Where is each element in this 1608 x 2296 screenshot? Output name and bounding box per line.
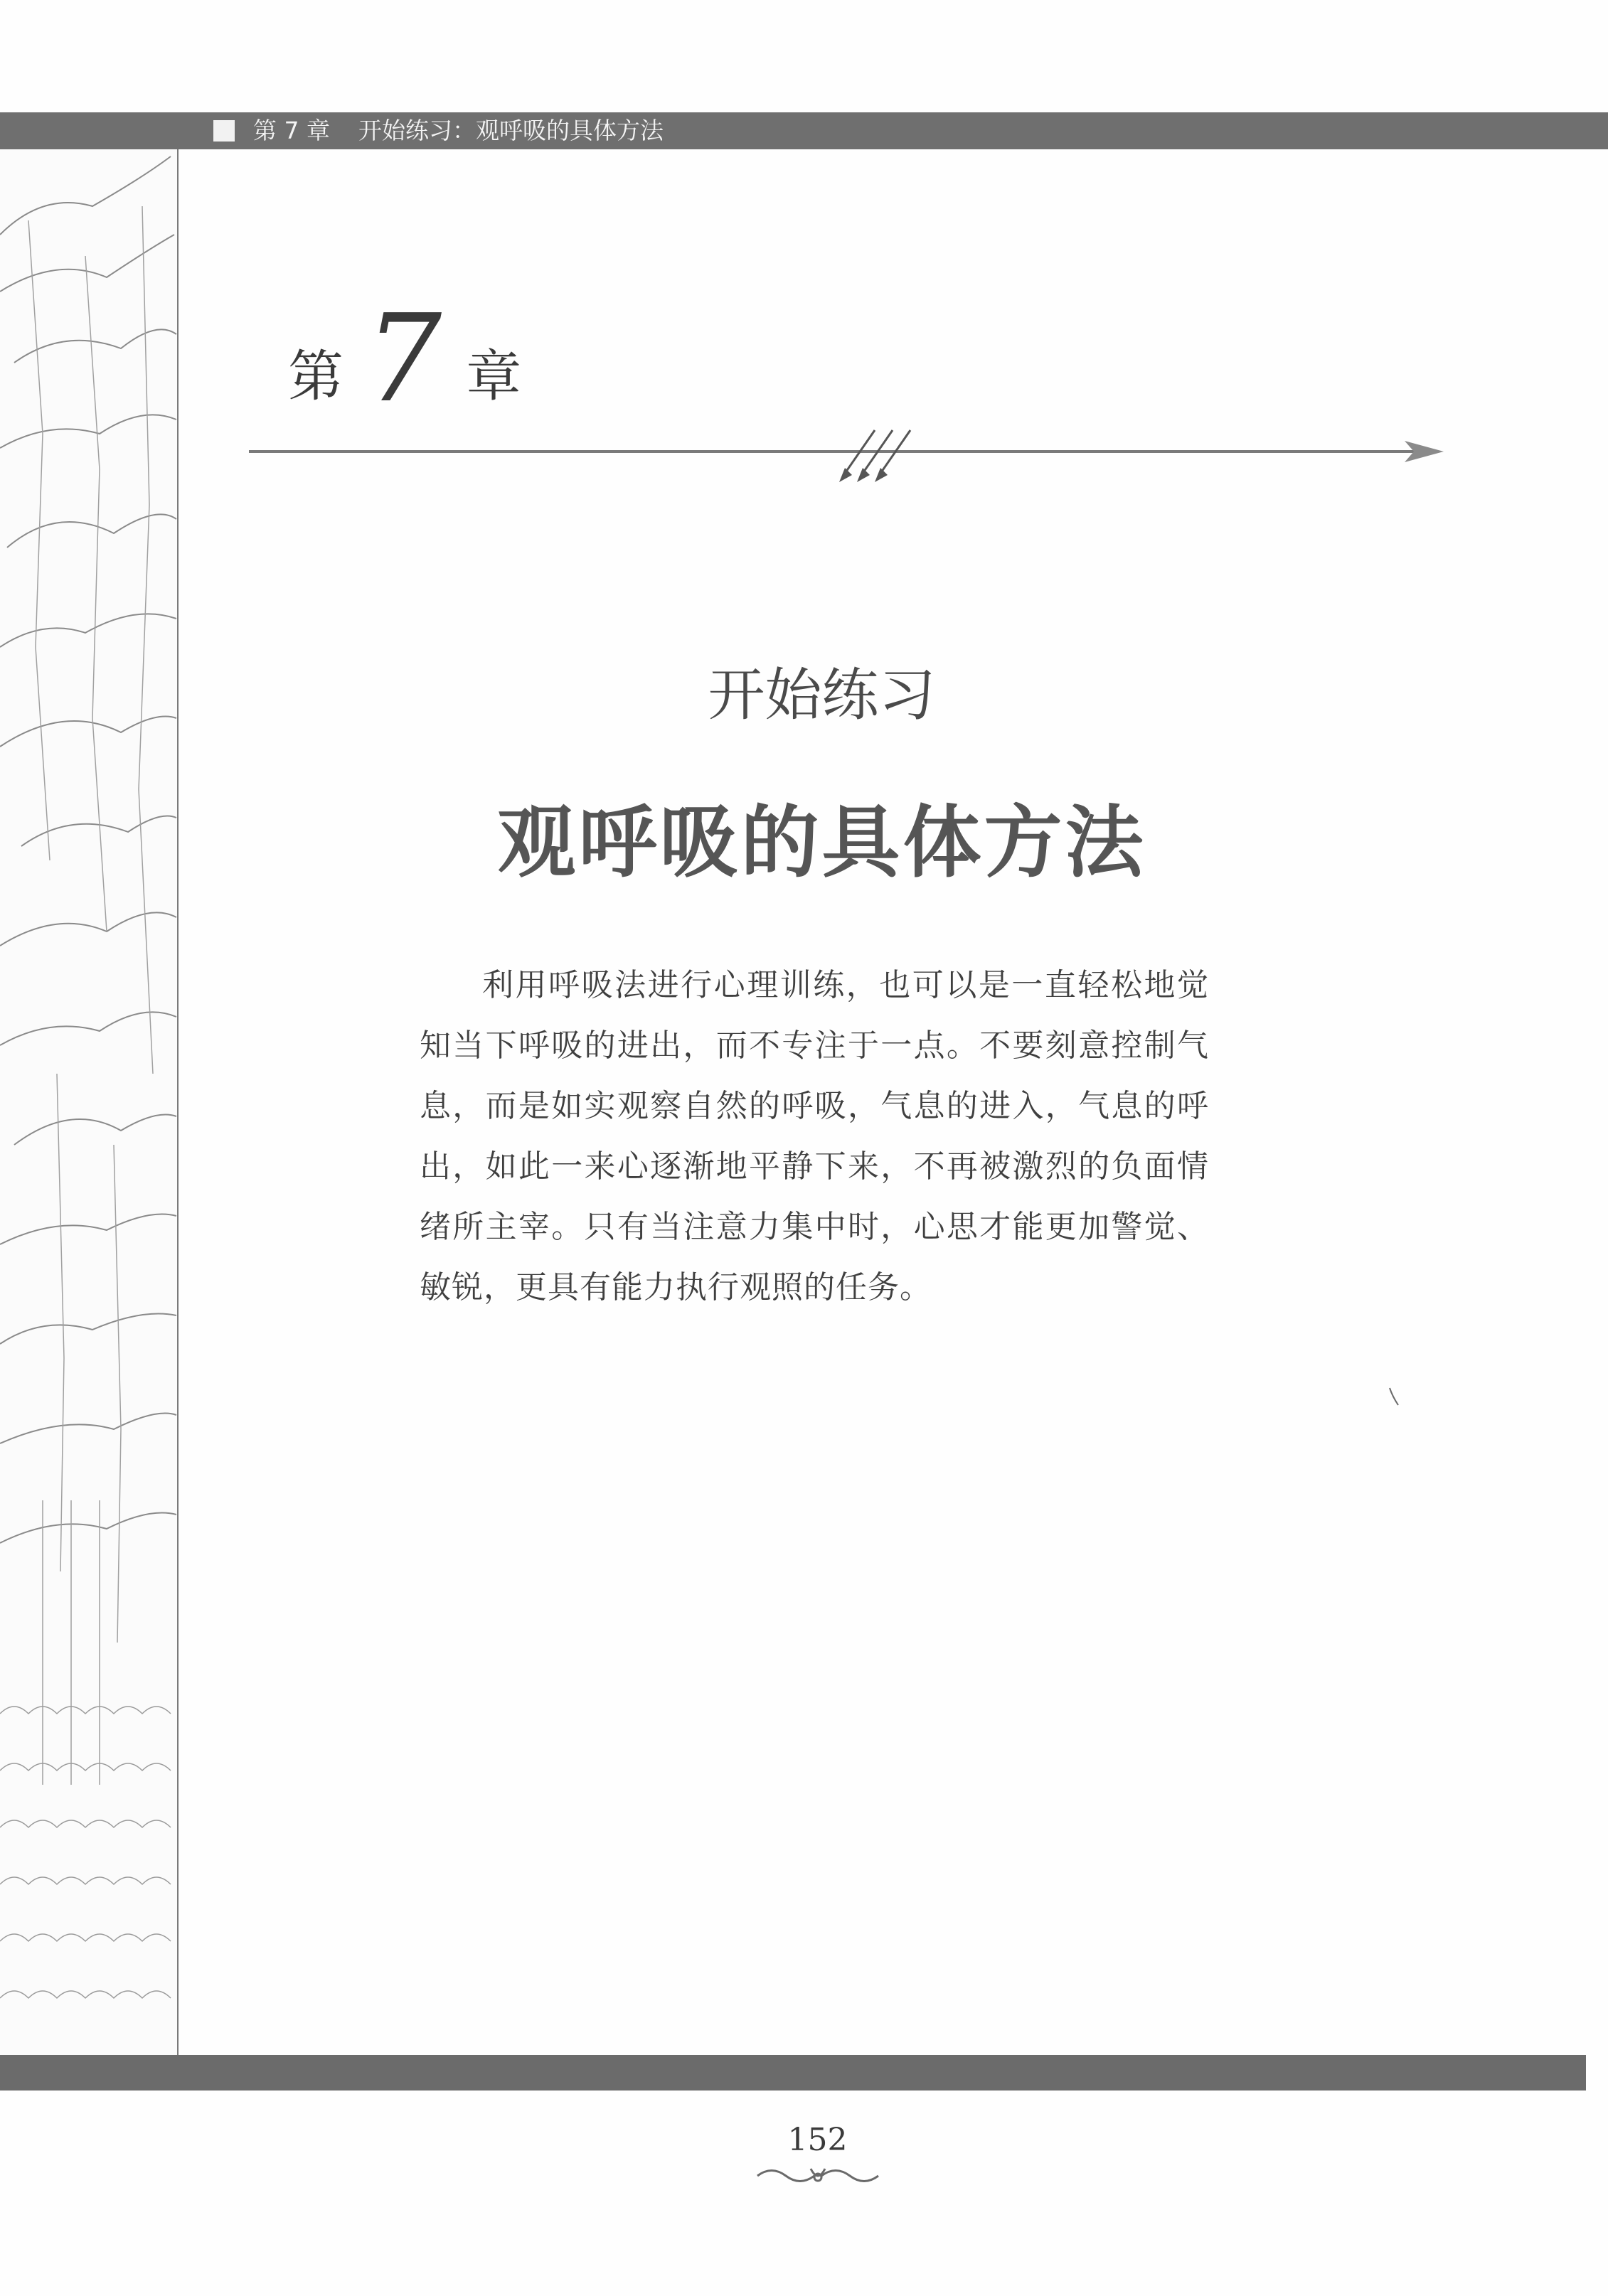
chapter-suffix: 章 [466, 345, 522, 409]
landscape-illustration [0, 149, 179, 2055]
running-header-chapter: 第 7 章 [253, 117, 330, 144]
footer-band [0, 2055, 1586, 2091]
title-line-1: 开始练习 [708, 662, 936, 728]
chapter-number: 7 [365, 289, 442, 429]
page-number: 152 [787, 2122, 848, 2158]
title-line-2: 观呼吸的具体方法 [497, 797, 1146, 888]
running-header-title: 开始练习：观呼吸的具体方法 [358, 117, 664, 144]
arrow-icon [249, 420, 1444, 484]
page-ornament-icon [754, 2162, 882, 2190]
stray-mark [1387, 1387, 1401, 1408]
body-paragraph: 利用呼吸法进行心理训练，也可以是一直轻松地觉知当下呼吸的进出，而不专注于一点。不要刻意控制气息，而是如实观察自然的呼吸，气息的进入，气息的呼出，如此一来心逐渐地平静下来，不再被激烈的负面情绪所主宰。只有当注意力集中时，心思才能更加警觉、敏锐，更具有能力执行观照的任务。 [420, 967, 1209, 1305]
chapter-heading [288, 289, 522, 429]
running-header [0, 112, 1608, 149]
chapter-prefix: 第 [288, 345, 344, 409]
header-square-icon [213, 120, 235, 142]
